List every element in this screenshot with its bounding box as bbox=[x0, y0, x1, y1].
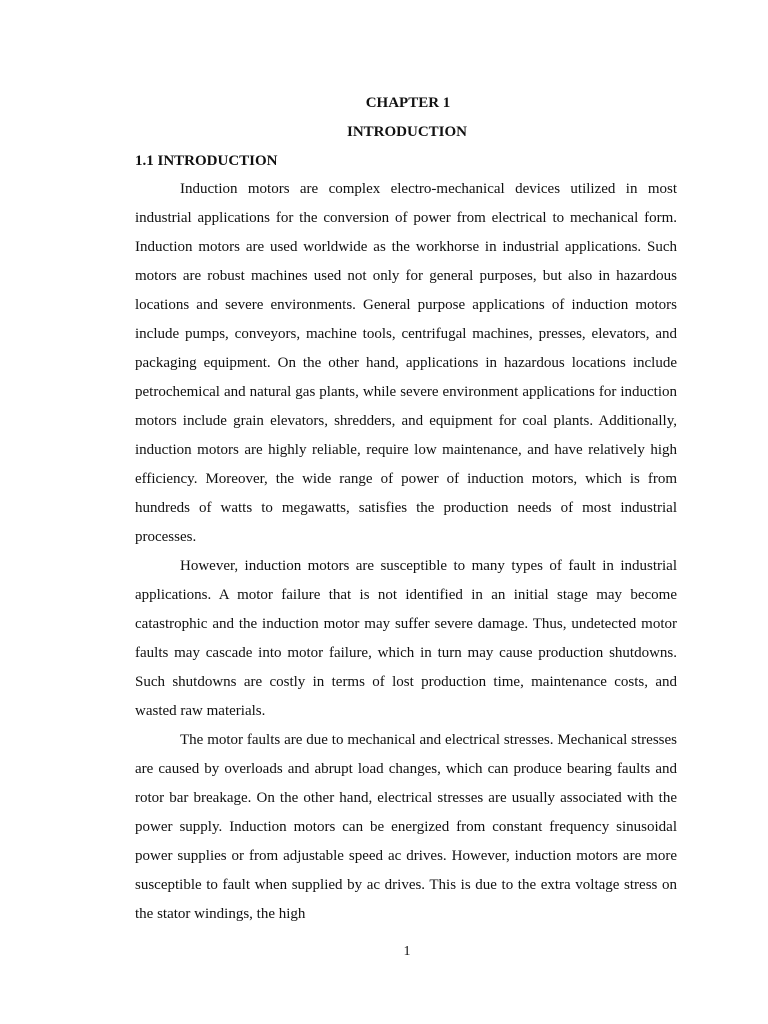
page-number: 1 bbox=[403, 944, 411, 959]
paragraph: The motor faults are due to mechanical and electrical stresses. Mechanical stresses are caused by overloads and abrupt load changes, which can produce bearing faults and rotor bar breakage. On the other hand, electrical stresses are usually associated with the power supply. Induction motors can be energized from constant frequency sinusoidal power supplies or from adjustable speed ac drives. However, induction motors are more susceptible to fault when supplied by ac drives. This is due to the extra voltage stress on the stator windings, the high bbox=[135, 732, 677, 922]
chapter-title: INTRODUCTION bbox=[346, 124, 467, 140]
section-heading: 1.1 INTRODUCTION bbox=[135, 153, 278, 169]
body-text bbox=[135, 175, 677, 929]
paragraph: However, induction motors are susceptible to many types of fault in industrial applications. A motor failure that is not identified in an initial stage may become catastrophic and the induction motor may suffer severe damage. Thus, undetected motor faults may cascade into motor failure, which in turn may cause production shutdowns. Such shutdowns are costly in terms of lost production time, maintenance costs, and wasted raw materials. bbox=[135, 558, 677, 719]
chapter-number: CHAPTER 1 bbox=[365, 95, 451, 111]
paragraph: Induction motors are complex electro-mechanical devices utilized in most industrial applications for the conversion of power from electrical to mechanical form. Induction motors are used worldwide as the workhorse in industrial applications. Such motors are robust machines used not only for general purposes, but also in hazardous locations and severe environments. General purpose applications of induction motors include pumps, conveyors, machine tools, centrifugal machines, presses, elevators, and packaging equipment. On the other hand, applications in hazardous locations include petrochemical and natural gas plants, while severe environment applications for induction motors include grain elevators, shredders, and equipment for coal plants. Additionally, induction motors are highly reliable, require low maintenance, and have relatively high efficiency. Moreover, the wide range of power of induction motors, which is from hundreds of watts to megawatts, satisfies the production needs of most industrial processes. bbox=[135, 181, 677, 545]
